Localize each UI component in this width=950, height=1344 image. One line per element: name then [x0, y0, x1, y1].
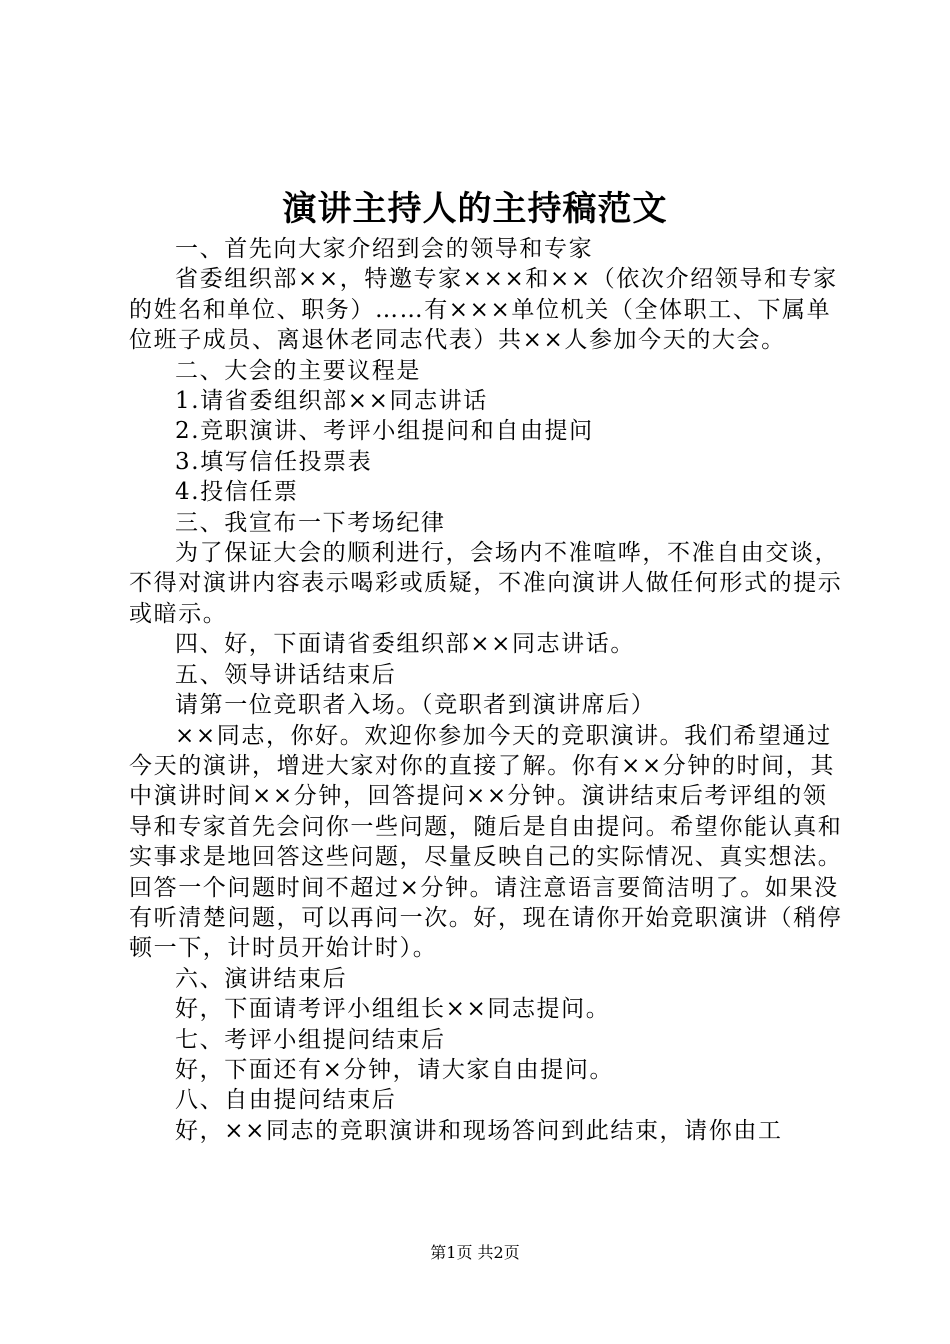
- paragraph: 1.请省委组织部××同志讲话: [175, 388, 488, 415]
- document-body: [129, 234, 849, 1146]
- page-footer: 第1页 共2页: [430, 1243, 520, 1262]
- paragraph: 三、我宣布一下考场纪律: [175, 509, 446, 536]
- paragraph: 五、领导讲话结束后: [175, 661, 397, 688]
- paragraph: 3.填写信任投票表: [175, 448, 373, 475]
- paragraph: 六、演讲结束后: [175, 965, 348, 992]
- paragraph: 七、考评小组提问结束后: [175, 1026, 446, 1053]
- paragraph: 四、好，下面请省委组织部××同志讲话。: [175, 631, 635, 658]
- paragraph: 八、自由提问结束后: [175, 1087, 397, 1114]
- paragraph: ××同志，你好。欢迎你参加今天的竞职演讲。我们希望通过今天的演讲，增进大家对你的直接了解。你有××分钟的时间，其中演讲时间××分钟，回答提问××分钟。演讲结束后考评组的领导和专家首先会问你一些问题，随后是自由提问。希望你能认真和实事求是地回答这些问题，尽量反映自己的实际情况、真实想法。回答一个问题时间不超过×分钟。请注意语言要简洁明了。如果没有听清楚问题，可以再问一次。好，现在请你开始竞职演讲（稍停顿一下，计时员开始计时）。: [129, 722, 843, 962]
- paragraph: 省委组织部××，特邀专家×××和××（依次介绍领导和专家的姓名和单位、职务）……有×××单位机关（全体职工、下属单位班子成员、离退休老同志代表）共××人参加今天的大会。: [129, 266, 838, 354]
- paragraph: 为了保证大会的顺利进行，会场内不准喧哗，不准自由交谈，不得对演讲内容表示喝彩或质疑，不准向演讲人做任何形式的提示或暗示。: [129, 540, 843, 627]
- paragraph: 好，××同志的竞职演讲和现场答问到此结束，请你由工: [175, 1117, 783, 1144]
- paragraph: 2.竞职演讲、考评小组提问和自由提问: [175, 418, 594, 445]
- paragraph: 请第一位竞职者入场。（竞职者到演讲席后）: [175, 692, 656, 719]
- paragraph: 好，下面请考评小组组长××同志提问。: [175, 996, 611, 1023]
- document-title: 演讲主持人的主持稿范文: [282, 189, 668, 229]
- paragraph: 二、大会的主要议程是: [175, 357, 421, 384]
- paragraph: 4.投信任票: [175, 479, 299, 506]
- paragraph: 好，下面还有×分钟，请大家自由提问。: [175, 1056, 615, 1083]
- paragraph: 一、首先向大家介绍到会的领导和专家: [175, 236, 594, 262]
